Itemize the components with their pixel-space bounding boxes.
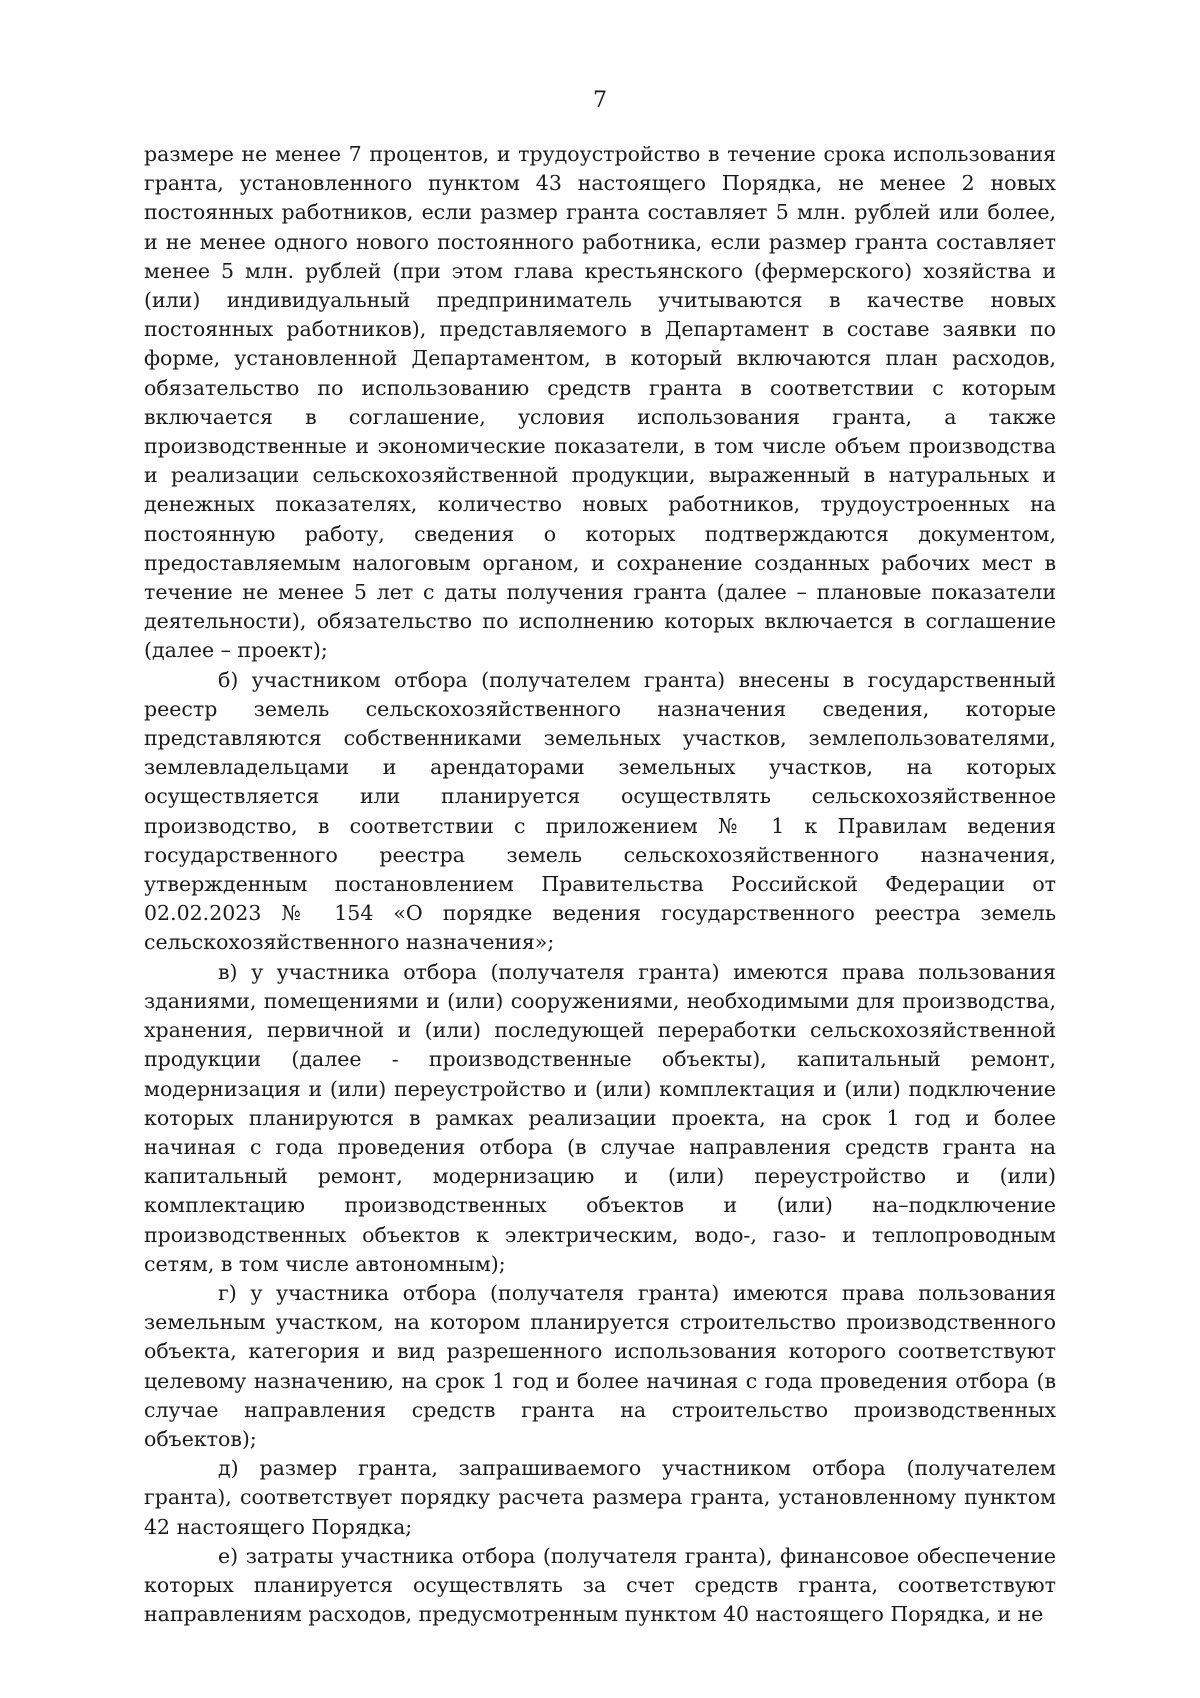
page-number: 7 — [593, 88, 607, 113]
paragraph-item-b: б) участником отбора (получателем гранта) внесены в государственный реестр земель сельскохозяйственного назначения сведения, которые представляются собственниками земельных участков, землепользователями, землевладельцами и арендаторами земельных участков, на которых осуществляется или планируется осуществлять сельскохозяйственное производство, в соответствии с приложением № 1 к Правилам ведения государственного реестра земель сельскохозяйственного назначения, утвержденным постановлением Правительства Российской Федерации от 02.02.2023 № 154 «О порядке ведения государственного реестра земель сельскохозяйственного назначения»; — [144, 667, 1056, 955]
paragraph-item-e: е) затраты участника отбора (получателя гранта), финансовое обеспечение которых планируется осуществлять за счет средств гранта, соответствуют направлениям расходов, предусмотренным пунктом 40 настоящего Порядка, и не — [144, 1543, 1056, 1627]
document-body — [144, 140, 1056, 1629]
paragraph-item-g: г) у участника отбора (получателя гранта) имеются права пользования земельным участком, на котором планируется строительство производственного объекта, категория и вид разрешенного использования которого соответствуют целевому назначению, на срок 1 год и более начиная с года проведения отбора (в случае направления средств гранта на строительство производственных объектов); — [144, 1280, 1056, 1451]
paragraph-item-v: в) у участника отбора (получателя гранта) имеются права пользования зданиями, помещениями и (или) сооружениями, необходимыми для производства, хранения, первичной и (или) последующей переработки сельскохозяйственной продукции (далее - производственные объекты), капитальный ремонт, модернизация и (или) переустройство и (или) комплектация и (или) подключение которых планируются в рамках реализации проекта, на срок 1 год и более начиная с года проведения отбора (в случае направления средств гранта на капитальный ремонт, модернизацию и (или) переустройство и (или) комплектацию производственных объектов и (или) на–подключение производственных объектов к электрическим, водо-, газо- и теплопроводным сетям, в том числе автономным); — [144, 959, 1056, 1276]
paragraph-continuation: размере не менее 7 процентов, и трудоустройство в течение срока использования гранта, установленного пунктом 43 настоящего Порядка, не менее 2 новых постоянных работников, если размер гранта составляет 5 млн. рублей или более, и не менее одного нового постоянного работника, если размер гранта составляет менее 5 млн. рублей (при этом глава крестьянского (фермерского) хозяйства и (или) индивидуальный предприниматель учитываются в качестве новых постоянных работников), представляемого в Департамент в составе заявки по форме, установленной Департаментом, в который включаются план расходов, обязательство по использованию средств гранта в соответствии с которым включается в соглашение, условия использования гранта, а также производственные и экономические показатели, в том числе объем производства и реализации сельскохозяйственной продукции, выраженный в натуральных и денежных показателях, количество новых работников, трудоустроенных на постоянную работу, сведения о которых подтверждаются документом, предоставляемым налоговым органом, и сохранение созданных рабочих мест в течение не менее 5 лет с даты получения гранта (далее – плановые показатели деятельности), обязательство по исполнению которых включается в соглашение (далее – проект); — [144, 142, 1056, 663]
paragraph-item-d: д) размер гранта, запрашиваемого участником отбора (получателем гранта), соответствует порядку расчета размера гранта, установленному пунктом 42 настоящего Порядка; — [144, 1456, 1056, 1539]
